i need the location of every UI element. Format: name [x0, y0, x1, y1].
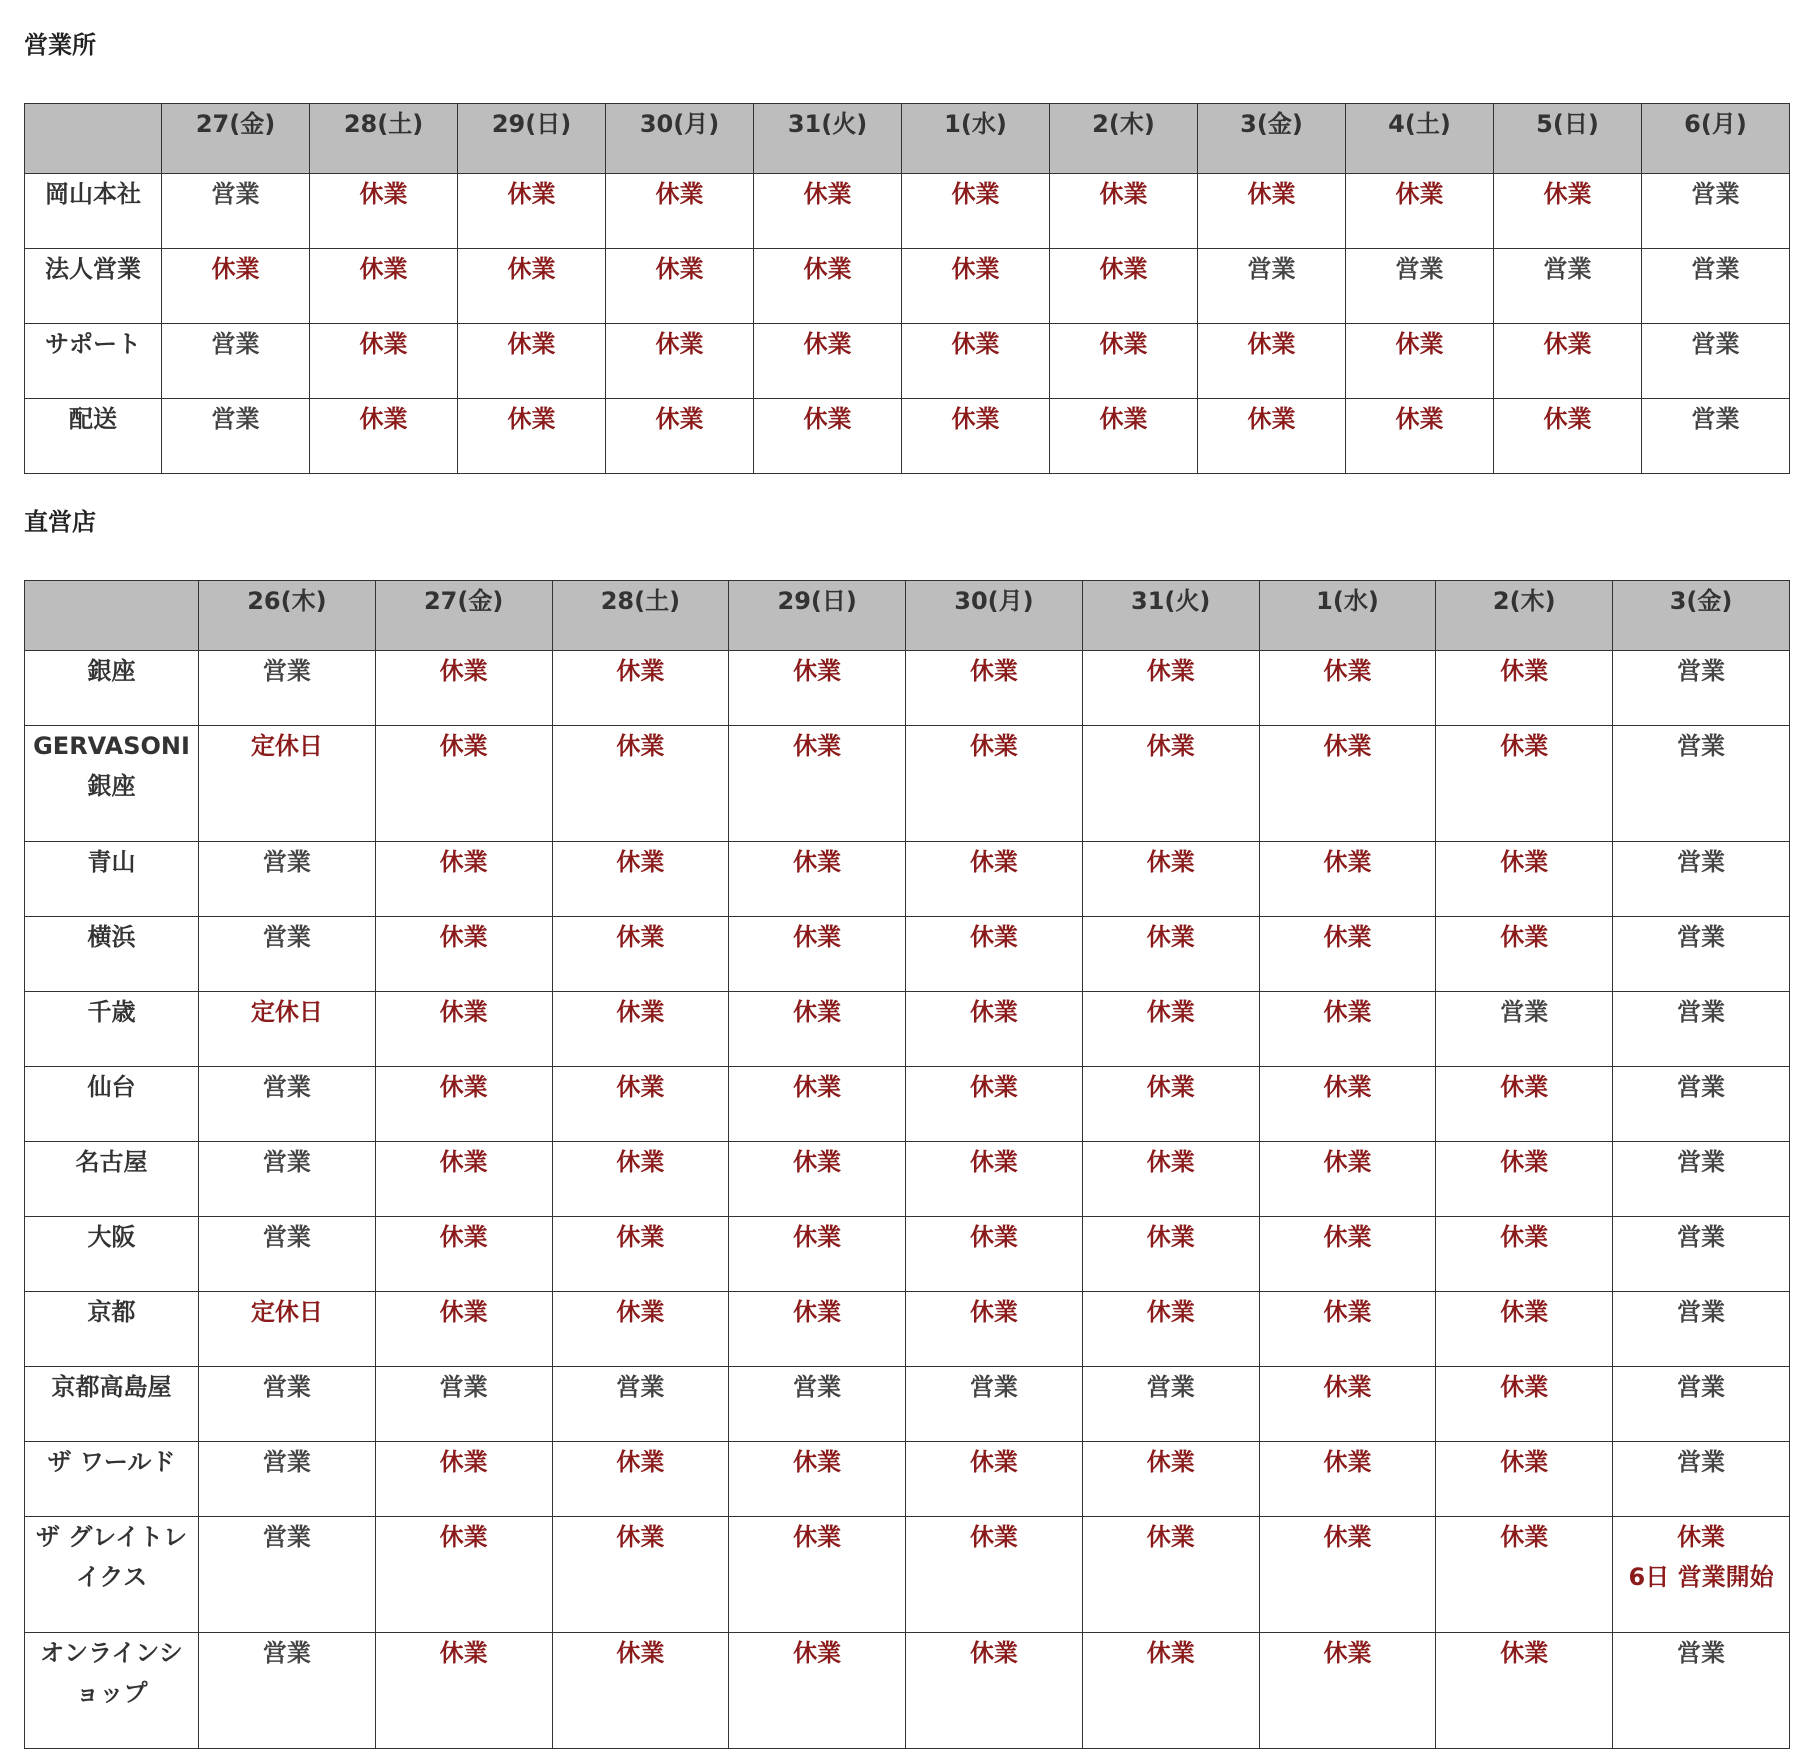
status-cell: 休業	[1050, 399, 1198, 474]
status-cell: 休業	[1082, 992, 1259, 1067]
stores-row-label: オンラインショップ	[25, 1633, 199, 1749]
status-cell: 休業	[375, 1633, 552, 1749]
status-cell: 休業	[1050, 324, 1198, 399]
stores-date-header: 26(木)	[199, 581, 376, 651]
status-cell: 営業	[199, 1517, 376, 1633]
stores-table-body	[25, 651, 1790, 1749]
status-cell: 休業	[458, 174, 606, 249]
status-cell: 休業	[906, 842, 1083, 917]
stores-row-label: 青山	[25, 842, 199, 917]
office-row-label: サポート	[25, 324, 162, 399]
status-cell: 休業	[1436, 651, 1613, 726]
table-row	[25, 249, 1790, 324]
status-cell: 営業	[1613, 651, 1790, 726]
status-cell: 休業	[902, 174, 1050, 249]
status-cell: 営業	[199, 1142, 376, 1217]
status-cell: 営業	[906, 1367, 1083, 1442]
status-cell: 休業	[1259, 651, 1436, 726]
stores-date-header: 29(日)	[729, 581, 906, 651]
status-cell: 休業	[552, 1442, 729, 1517]
status-cell: 営業	[1613, 1217, 1790, 1292]
status-cell: 休業	[1494, 174, 1642, 249]
status-cell: 休業	[906, 1633, 1083, 1749]
stores-row-label: GERVASONI 銀座	[25, 726, 199, 842]
stores-row-label: 千歳	[25, 992, 199, 1067]
status-cell: 営業	[1082, 1367, 1259, 1442]
status-cell: 休業	[729, 1217, 906, 1292]
stores-row-label: ザ ワールド	[25, 1442, 199, 1517]
status-cell: 休業	[729, 1292, 906, 1367]
status-cell: 休業	[1494, 324, 1642, 399]
status-cell: 休業	[1436, 1142, 1613, 1217]
status-cell: 休業	[1259, 726, 1436, 842]
status-cell: 休業	[1259, 1517, 1436, 1633]
status-cell: 営業	[199, 1067, 376, 1142]
status-cell: 営業	[199, 1442, 376, 1517]
office-date-header: 6(月)	[1642, 104, 1790, 174]
status-cell: 休業	[1050, 174, 1198, 249]
table-row	[25, 992, 1790, 1067]
status-cell: 休業	[1082, 842, 1259, 917]
status-cell: 営業	[199, 1633, 376, 1749]
office-date-header: 27(金)	[162, 104, 310, 174]
status-cell-line: 休業	[1677, 1523, 1726, 1551]
status-cell: 休業	[458, 249, 606, 324]
status-cell: 休業	[1259, 1292, 1436, 1367]
status-cell-line: 6日 営業開始	[1628, 1563, 1774, 1591]
table-row	[25, 1633, 1790, 1749]
stores-date-header: 1(水)	[1259, 581, 1436, 651]
status-cell: 休業	[1259, 1067, 1436, 1142]
office-date-header: 31(火)	[754, 104, 902, 174]
status-cell: 営業	[199, 917, 376, 992]
status-cell: 休業	[1346, 324, 1494, 399]
status-cell: 休業	[606, 249, 754, 324]
status-cell: 休業	[1259, 1442, 1436, 1517]
status-cell: 休業	[1436, 1517, 1613, 1633]
stores-row-label: 京都	[25, 1292, 199, 1367]
status-cell: 営業	[1198, 249, 1346, 324]
status-cell: 営業	[1642, 399, 1790, 474]
table-row	[25, 399, 1790, 474]
status-cell: 休業	[902, 324, 1050, 399]
office-date-header: 29(日)	[458, 104, 606, 174]
stores-row-label: ザ グレイトレイクス	[25, 1517, 199, 1633]
stores-row-label: 名古屋	[25, 1142, 199, 1217]
status-cell: 休業	[1436, 1067, 1613, 1142]
table-row	[25, 917, 1790, 992]
status-cell: 営業	[199, 1367, 376, 1442]
table-row	[25, 1142, 1790, 1217]
status-cell: 休業	[1082, 726, 1259, 842]
status-cell: 休業	[375, 1142, 552, 1217]
status-cell: 休業	[902, 249, 1050, 324]
status-cell: 休業	[754, 249, 902, 324]
status-cell: 休業	[310, 324, 458, 399]
stores-date-header: 27(金)	[375, 581, 552, 651]
status-cell: 営業	[1642, 324, 1790, 399]
status-cell: 営業	[1613, 842, 1790, 917]
office-row-label: 法人営業	[25, 249, 162, 324]
status-cell: 休業	[162, 249, 310, 324]
status-cell: 定休日	[199, 726, 376, 842]
status-cell: 休業	[552, 917, 729, 992]
status-cell: 休業	[1082, 1442, 1259, 1517]
office-schedule-table	[24, 103, 1790, 474]
status-cell: 休業	[1436, 1292, 1613, 1367]
stores-row-label: 銀座	[25, 651, 199, 726]
stores-date-header: 31(火)	[1082, 581, 1259, 651]
office-section-title: 営業所	[24, 31, 96, 59]
status-cell: 休業	[375, 1067, 552, 1142]
stores-row-label: 京都高島屋	[25, 1367, 199, 1442]
status-cell: 営業	[1613, 1367, 1790, 1442]
table-row	[25, 1367, 1790, 1442]
stores-date-header: 28(土)	[552, 581, 729, 651]
status-cell: 休業	[1082, 1067, 1259, 1142]
stores-date-header: 30(月)	[906, 581, 1083, 651]
status-cell: 営業	[162, 174, 310, 249]
status-cell: 休業	[1346, 174, 1494, 249]
status-cell: 休業	[606, 324, 754, 399]
stores-row-label: 仙台	[25, 1067, 199, 1142]
status-cell: 休業	[1436, 726, 1613, 842]
status-cell: 休業	[375, 1517, 552, 1633]
status-cell: 休業	[552, 726, 729, 842]
status-cell: 休業	[1436, 1442, 1613, 1517]
status-cell: 休業	[1259, 1633, 1436, 1749]
office-date-header: 4(土)	[1346, 104, 1494, 174]
status-cell: 休業	[1436, 917, 1613, 992]
status-cell: 営業	[375, 1367, 552, 1442]
status-cell: 休業	[729, 842, 906, 917]
status-cell: 休業	[1082, 651, 1259, 726]
status-cell: 休業	[552, 1517, 729, 1633]
status-cell: 営業	[1613, 1442, 1790, 1517]
stores-corner-cell	[25, 581, 199, 651]
status-cell: 休業	[729, 1067, 906, 1142]
status-cell: 休業	[1346, 399, 1494, 474]
status-cell: 営業	[1613, 1633, 1790, 1749]
status-cell: 休業	[375, 917, 552, 992]
status-cell: 営業	[1613, 726, 1790, 842]
status-cell: 休業	[1259, 992, 1436, 1067]
status-cell: 休業	[552, 1217, 729, 1292]
status-cell: 休業	[906, 992, 1083, 1067]
status-cell: 休業	[906, 1067, 1083, 1142]
stores-schedule-table	[24, 580, 1790, 1749]
status-cell: 休業	[310, 174, 458, 249]
office-date-header: 5(日)	[1494, 104, 1642, 174]
stores-section-title: 直営店	[24, 508, 96, 536]
table-row	[25, 1067, 1790, 1142]
status-cell: 休業	[1259, 1142, 1436, 1217]
status-cell: 休業	[375, 842, 552, 917]
status-cell: 休業	[729, 1442, 906, 1517]
status-cell: 休業	[906, 1442, 1083, 1517]
status-cell: 休業	[458, 324, 606, 399]
status-cell: 営業	[1613, 1067, 1790, 1142]
table-row	[25, 1217, 1790, 1292]
status-cell: 営業	[1613, 992, 1790, 1067]
status-cell: 休業	[1436, 1633, 1613, 1749]
table-row	[25, 1517, 1790, 1633]
status-cell: 休業	[729, 726, 906, 842]
status-cell: 休業	[754, 174, 902, 249]
status-cell: 休業	[375, 1217, 552, 1292]
status-cell: 休業	[1436, 1217, 1613, 1292]
table-row	[25, 842, 1790, 917]
status-cell: 休業	[729, 992, 906, 1067]
office-row-label: 岡山本社	[25, 174, 162, 249]
status-cell: 休業	[729, 917, 906, 992]
status-cell: 休業	[552, 1292, 729, 1367]
status-cell: 休業	[552, 1142, 729, 1217]
status-cell: 営業	[1613, 1142, 1790, 1217]
status-cell: 営業	[162, 399, 310, 474]
status-cell: 休業	[902, 399, 1050, 474]
table-row	[25, 1292, 1790, 1367]
status-cell: 休業	[1050, 249, 1198, 324]
office-date-header: 2(木)	[1050, 104, 1198, 174]
status-cell: 休業	[1198, 174, 1346, 249]
table-row	[25, 651, 1790, 726]
status-cell: 休業	[754, 324, 902, 399]
status-cell: 営業	[199, 1217, 376, 1292]
stores-row-label: 横浜	[25, 917, 199, 992]
status-cell: 休業	[729, 1142, 906, 1217]
status-cell: 休業	[1082, 917, 1259, 992]
status-cell: 定休日	[199, 992, 376, 1067]
status-cell: 休業	[754, 399, 902, 474]
status-cell: 休業	[1259, 842, 1436, 917]
table-row	[25, 726, 1790, 842]
status-cell: 休業	[375, 726, 552, 842]
office-row-label: 配送	[25, 399, 162, 474]
table-row	[25, 324, 1790, 399]
status-cell: 休業	[729, 651, 906, 726]
status-cell: 休業	[375, 992, 552, 1067]
status-cell: 休業	[1436, 1367, 1613, 1442]
status-cell: 営業	[1613, 1292, 1790, 1367]
stores-date-header: 2(木)	[1436, 581, 1613, 651]
status-cell: 営業	[1642, 174, 1790, 249]
status-cell: 休業	[375, 1442, 552, 1517]
status-cell: 休業	[552, 1067, 729, 1142]
status-cell: 休業	[1082, 1517, 1259, 1633]
status-cell: 休業	[1436, 842, 1613, 917]
status-cell: 休業	[1082, 1217, 1259, 1292]
status-cell: 休業	[375, 1292, 552, 1367]
status-cell: 休業	[906, 1292, 1083, 1367]
status-cell: 休業	[310, 249, 458, 324]
status-cell: 休業	[552, 992, 729, 1067]
status-cell: 休業	[1494, 399, 1642, 474]
status-cell: 休業	[729, 1633, 906, 1749]
office-date-header: 3(金)	[1198, 104, 1346, 174]
status-cell: 休業	[1198, 324, 1346, 399]
office-date-header: 1(水)	[902, 104, 1050, 174]
status-cell: 休業	[1259, 1367, 1436, 1442]
status-cell: 休業	[375, 651, 552, 726]
status-cell: 休業	[1198, 399, 1346, 474]
status-cell: 営業	[552, 1367, 729, 1442]
stores-header-row	[25, 581, 1790, 651]
table-row	[25, 174, 1790, 249]
status-cell: 休業	[906, 1217, 1083, 1292]
status-cell: 休業	[606, 399, 754, 474]
status-cell: 営業	[1346, 249, 1494, 324]
status-cell: 営業	[199, 842, 376, 917]
status-cell: 休業	[906, 1517, 1083, 1633]
status-cell: 休業	[729, 1517, 906, 1633]
status-cell: 休業	[552, 1633, 729, 1749]
status-cell: 休業	[1082, 1142, 1259, 1217]
status-cell: 休業	[906, 651, 1083, 726]
status-cell: 営業	[1642, 249, 1790, 324]
stores-date-header: 3(金)	[1613, 581, 1790, 651]
status-cell: 休業	[1082, 1633, 1259, 1749]
status-cell: 休業	[906, 726, 1083, 842]
status-cell: 営業	[1436, 992, 1613, 1067]
status-cell: 休業	[1259, 1217, 1436, 1292]
status-cell: 休業	[906, 917, 1083, 992]
office-date-header: 30(月)	[606, 104, 754, 174]
status-cell	[1613, 1517, 1790, 1633]
office-date-header: 28(土)	[310, 104, 458, 174]
status-cell: 休業	[906, 1142, 1083, 1217]
office-corner-cell	[25, 104, 162, 174]
status-cell: 休業	[1082, 1292, 1259, 1367]
office-table-body	[25, 174, 1790, 474]
status-cell: 休業	[552, 842, 729, 917]
status-cell: 休業	[1259, 917, 1436, 992]
status-cell: 営業	[199, 651, 376, 726]
status-cell: 営業	[729, 1367, 906, 1442]
office-header-row	[25, 104, 1790, 174]
table-row	[25, 1442, 1790, 1517]
status-cell: 営業	[1613, 917, 1790, 992]
status-cell: 営業	[162, 324, 310, 399]
status-cell: 休業	[606, 174, 754, 249]
stores-row-label: 大阪	[25, 1217, 199, 1292]
status-cell: 営業	[1494, 249, 1642, 324]
status-cell: 休業	[310, 399, 458, 474]
status-cell: 休業	[552, 651, 729, 726]
status-cell: 休業	[458, 399, 606, 474]
status-cell: 定休日	[199, 1292, 376, 1367]
